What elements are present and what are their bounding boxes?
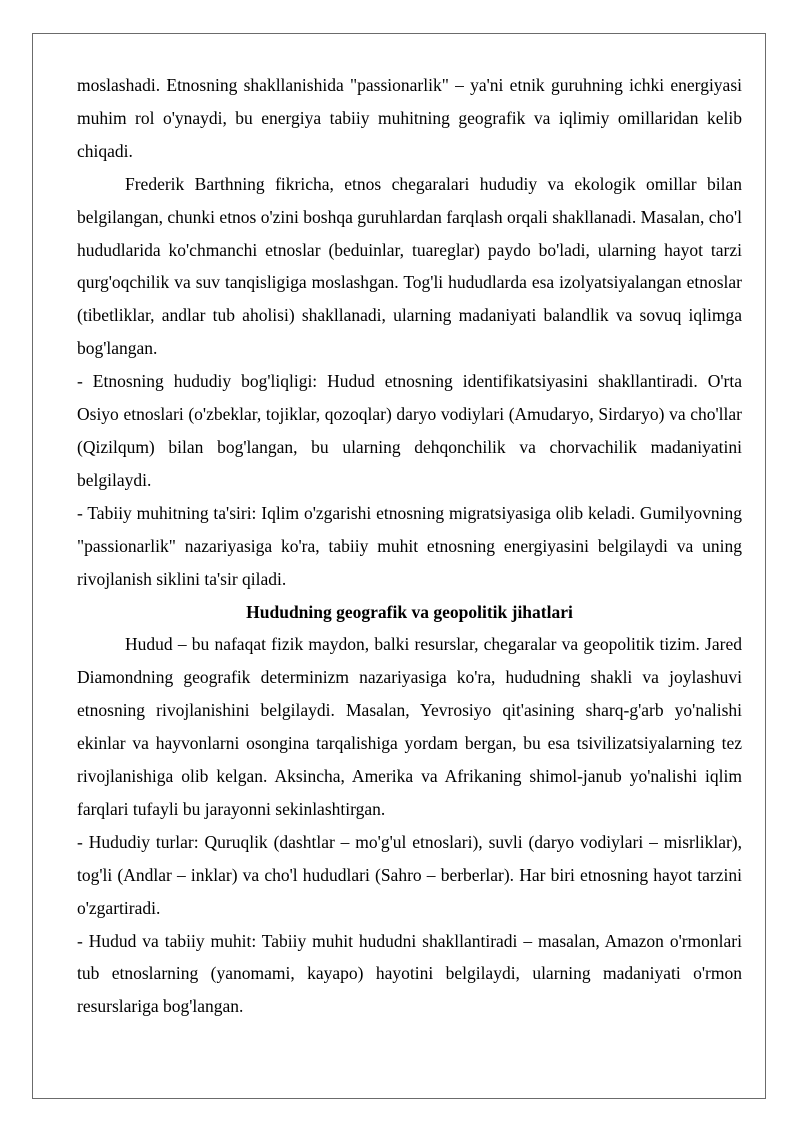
document-body — [77, 69, 742, 1023]
paragraph-barth: Frederik Barthning fikricha, etnos chegaralari hududiy va ekologik omillar bilan belgilangan, chunki etnos o'zini boshqa guruhlardan farqlash orqali shakllanadi. Masalan, cho'l hududlarida ko'chmanchi etnoslar (beduinlar, tuareglar) paydo bo'ladi, ularning hayot tarzi qurg'oqchilik va suv tanqisligiga moslashgan. Tog'li hududlarda esa izolyatsiyalangan etnoslar (tibetliklar, andlar tub aholisi) shakllanadi, ularning madaniyati balandlik va sovuq iqlimga bog'langan. — [77, 173, 742, 359]
bullet-natural-environment: - Tabiiy muhitning ta'siri: Iqlim o'zgarishi etnosning migratsiyasiga olib keladi. Gumilyovning "passionarlik" nazariyasiga ko'ra, tabiiy muhit etnosning energiyasini belgilaydi va uning rivojlanish siklini ta'sir qiladi. — [77, 502, 742, 589]
bullet-territorial-link: - Etnosning hududiy bog'liqligi: Hudud etnosning identifikatsiyasini shakllantiradi. O'rta Osiyo etnoslari (o'zbeklar, tojiklar, qozoqlar) daryo vodiylari (Amudaryo, Sirdaryo) va cho'llar (Qizilqum) bilan bog'langan, bu ularning dehqonchilik va chorvachilik madaniyatini belgilaydi. — [77, 371, 742, 490]
bullet-territory-types: - Hududiy turlar: Quruqlik (dashtlar – mo'g'ul etnoslari), suvli (daryo vodiylari – misrliklar), tog'li (Andlar – inklar) va cho'l hududlari (Sahro – berberlar). Har biri etnosning hayot tarzini o'zgartiradi. — [77, 831, 742, 918]
section-heading: Hududning geografik va geopolitik jihatlari — [246, 601, 573, 622]
paragraph-continuation: moslashadi. Etnosning shakllanishida "passionarlik" – ya'ni etnik guruhning ichki energiyasi muhim rol o'ynaydi, bu energiya tabiiy muhitning geografik va iqlimiy omillaridan kelib chiqadi. — [77, 75, 742, 161]
bullet-territory-environment: - Hudud va tabiiy muhit: Tabiiy muhit hududni shakllantiradi – masalan, Amazon o'rmonlari tub etnoslarning (yanomami, kayapo) hayotini belgilaydi, ularning madaniyati o'rmon resurslariga bog'langan. — [77, 930, 742, 1017]
paragraph-territory: Hudud – bu nafaqat fizik maydon, balki resurslar, chegaralar va geopolitik tizim. Jared Diamondning geografik determinizm nazariyasiga ko'ra, hududning shakli va joylashuvi etnosning rivojlanishini belgilaydi. Masalan, Yevrosiyo qit'asining sharq-g'arb yo'nalishi ekinlar va hayvonlarni osongina tarqalishiga yordam bergan, bu esa tsivilizatsiyalarning tez rivojlanishiga olib kelgan. Aksincha, Amerika va Afrikaning shimol-janub yo'nalishi iqlim farqlari tufayli bu jarayonni sekinlashtirgan. — [77, 634, 742, 819]
